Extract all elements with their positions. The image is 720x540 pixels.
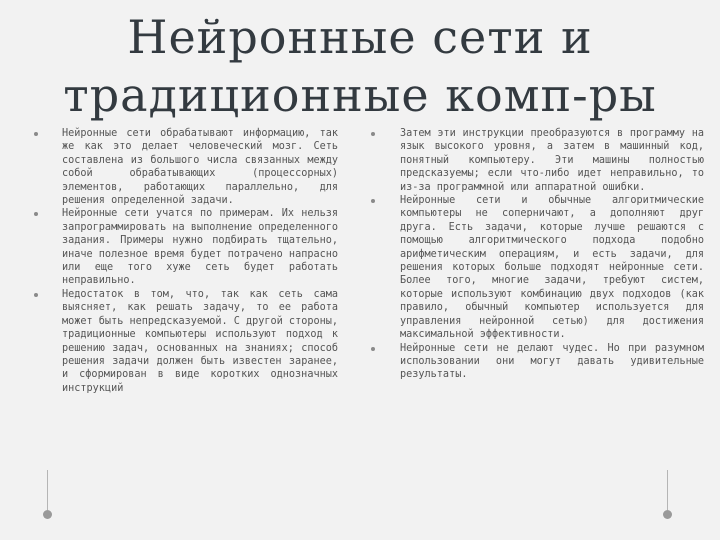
decorative-dot-left-icon [43,510,52,519]
bullet-item: Затем эти инструкции преобразуются в программу на язык высокого уровня, а затем в машинный код, понятный компьютеру. Эти машины полностью предсказуемы; если что-либо идет неправильно, то из-за программной или аппаратной ошибки. [400,128,704,193]
slide-title: Нейронные сети и традиционные комп-ры [63,10,657,122]
bullet-item: Нейронные сети не делают чудес. Но при разумном использовании они могут давать удивительные результаты. [400,342,704,381]
right-column [400,127,704,382]
right-bullet-list [400,127,704,382]
bullet-item: Недостаток в том, что, так как сеть сама выясняет, как решать задачу, то ее работа может быть непредсказуемой. С другой стороны, традиционные компьютеры используют подход к решению задач, основанных на знаниях; способ решения задачи должен быть известен заранее, и сформирован в виде коротких однозначных инструкций [62,288,339,394]
decorative-line-left [47,470,48,510]
left-bullet-list [62,127,338,395]
left-column [62,127,338,395]
bullet-item: Нейронные сети учатся по примерам. Их нельзя запрограммировать на выполнение определенного задания. Примеры нужно подбирать тщательно, иначе полезное время будет потрачено напрасно или еще того хуже сеть будет работать неправильно. [62,208,339,287]
decorative-line-right [667,470,668,510]
bullet-item: Нейронные сети и обычные алгоритмические компьютеры не соперничают, а дополняют друг друга. Есть задачи, которые лучше решаются с помощью алгоритмического подхода подобно арифметическим операциям, и есть задачи, для решения которых больше подходят нейронные сети. Более того, многие задачи, требуют систем, которые используют комбинацию двух подходов (как правило, обычный компьютер используется для управления нейронной сетью) для достижения максимальной эффективности. [400,195,704,341]
bullet-item: Нейронные сети обрабатывают информацию, так же как это делает человеческий мозг. Сеть составлена из большого числа связанных между собой обрабатывающих (процессорных) элементов, работающих параллельно, для решения определенной задачи. [62,128,338,207]
decorative-dot-right-icon [663,510,672,519]
